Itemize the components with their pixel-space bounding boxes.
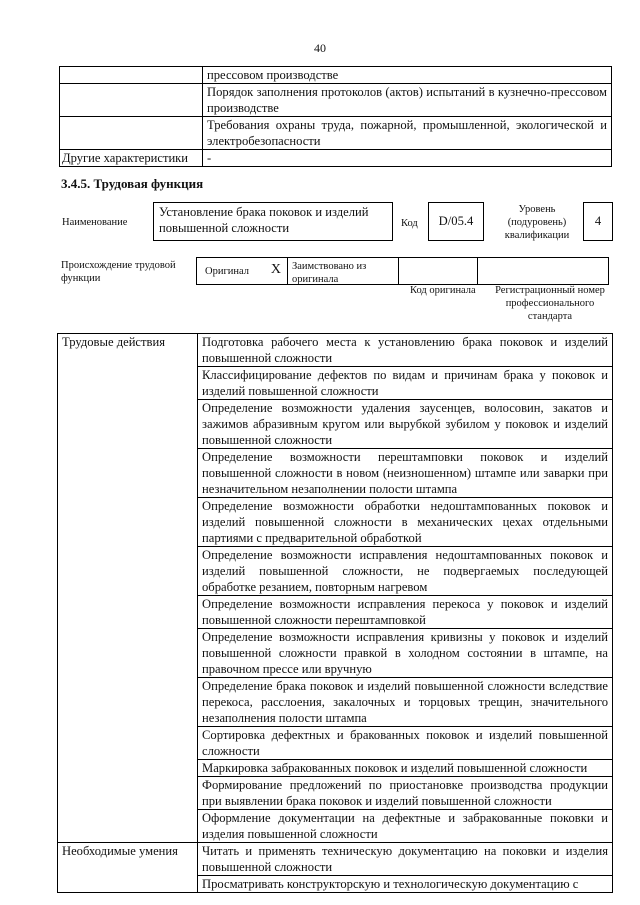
row-text: прессовом производстве	[203, 67, 612, 84]
row-text: Требования охраны труда, пожарной, промышленной, экологической и электробезопасности	[203, 117, 612, 150]
list-item: Формирование предложений по приостановке производства продукции при выявлении брака поковок и изделий повышенной сложности	[198, 777, 613, 810]
code-original-label: Код оригинала	[410, 285, 476, 296]
list-item: Определение возможности удаления заусенцев, волосовин, закатов и зажимов абразивным кругом или вырубкой зубилом у поковок и изделий повышенной сложности	[198, 400, 613, 449]
reg-number-cell	[477, 257, 609, 285]
table-row	[60, 150, 612, 167]
original-mark: X	[270, 262, 281, 277]
code-label: Код	[401, 218, 418, 229]
row-label	[60, 84, 203, 117]
row-label	[60, 67, 203, 84]
origin-row	[197, 257, 613, 285]
table-row	[58, 843, 613, 876]
function-name-box: Установление брака поковок и изделий повышенной сложности	[153, 202, 393, 241]
row-label: Другие характеристики	[60, 150, 203, 167]
original-cell	[196, 257, 288, 285]
name-label: Наименование	[62, 217, 128, 228]
table-row	[58, 334, 613, 367]
section-label: Трудовые действия	[58, 334, 198, 843]
qualification-level-box: 4	[583, 202, 613, 241]
list-item: Маркировка забракованных поковок и изделий повышенной сложности	[198, 760, 613, 777]
table-row	[60, 67, 612, 84]
list-item: Определение возможности исправления недоштампованных поковок и изделий повышенной сложности, не подвергаемых последующей обработке резанием, повторным нагревом	[198, 547, 613, 596]
list-item: Определение возможности исправления перекоса у поковок и изделий повышенной сложности перештамповкой	[198, 596, 613, 629]
origin-label: Происхождение трудовой функции	[61, 260, 176, 284]
list-item: Классифицирование дефектов по видам и причинам брака у поковок и изделий повышенной сложности	[198, 367, 613, 400]
list-item: Подготовка рабочего места к установлению брака поковок и изделий повышенной сложности	[198, 334, 613, 367]
list-item: Просматривать конструкторскую и технологическую документацию с	[198, 876, 613, 893]
list-item: Сортировка дефектных и бракованных поковок и изделий повышенной сложности	[198, 727, 613, 760]
code-original-cell	[398, 257, 478, 285]
reg-number-label: Регистрационный номер профессионального стандарта	[495, 285, 605, 322]
list-item: Оформление документации на дефектные и забракованные поковки и изделия повышенной сложности	[198, 810, 613, 843]
table-row	[60, 117, 612, 150]
section-heading: 3.4.5. Трудовая функция	[61, 176, 204, 191]
section-label: Необходимые умения	[58, 843, 198, 893]
list-item: Определение возможности исправления кривизны у поковок и изделий повышенной сложности правкой в холодном состоянии в штампе, на правочном прессе или вручную	[198, 629, 613, 678]
labor-function-table	[57, 333, 613, 893]
row-label	[60, 117, 203, 150]
list-item: Определение возможности перештамповки поковок и изделий повышенной сложности в новом (неизношенном) штампе или заварки при незначительном незаполнении полости штампа	[198, 449, 613, 498]
original-label: Оригинал	[205, 266, 249, 277]
level-label: Уровень (подуровень) квалификации	[504, 204, 570, 241]
table-row	[60, 84, 612, 117]
list-item: Определение возможности обработки недоштампованных поковок и изделий повышенной сложности в механических цехах отдельными партиями с предварительной обработкой	[198, 498, 613, 547]
list-item: Читать и применять техническую документацию на поковки и изделия повышенной сложности	[198, 843, 613, 876]
borrowed-label: Заимствовано из оригинала	[287, 257, 399, 285]
page-number: 40	[314, 41, 326, 55]
row-text: -	[203, 150, 612, 167]
continuation-table	[59, 66, 612, 167]
row-text: Порядок заполнения протоколов (актов) испытаний в кузнечно-прессовом производстве	[203, 84, 612, 117]
list-item: Определение брака поковок и изделий повышенной сложности вследствие перекоса, расслоения, закалочных и торцовых трещин, значительного незаполнения полости штампа	[198, 678, 613, 727]
function-code-box: D/05.4	[428, 202, 484, 241]
